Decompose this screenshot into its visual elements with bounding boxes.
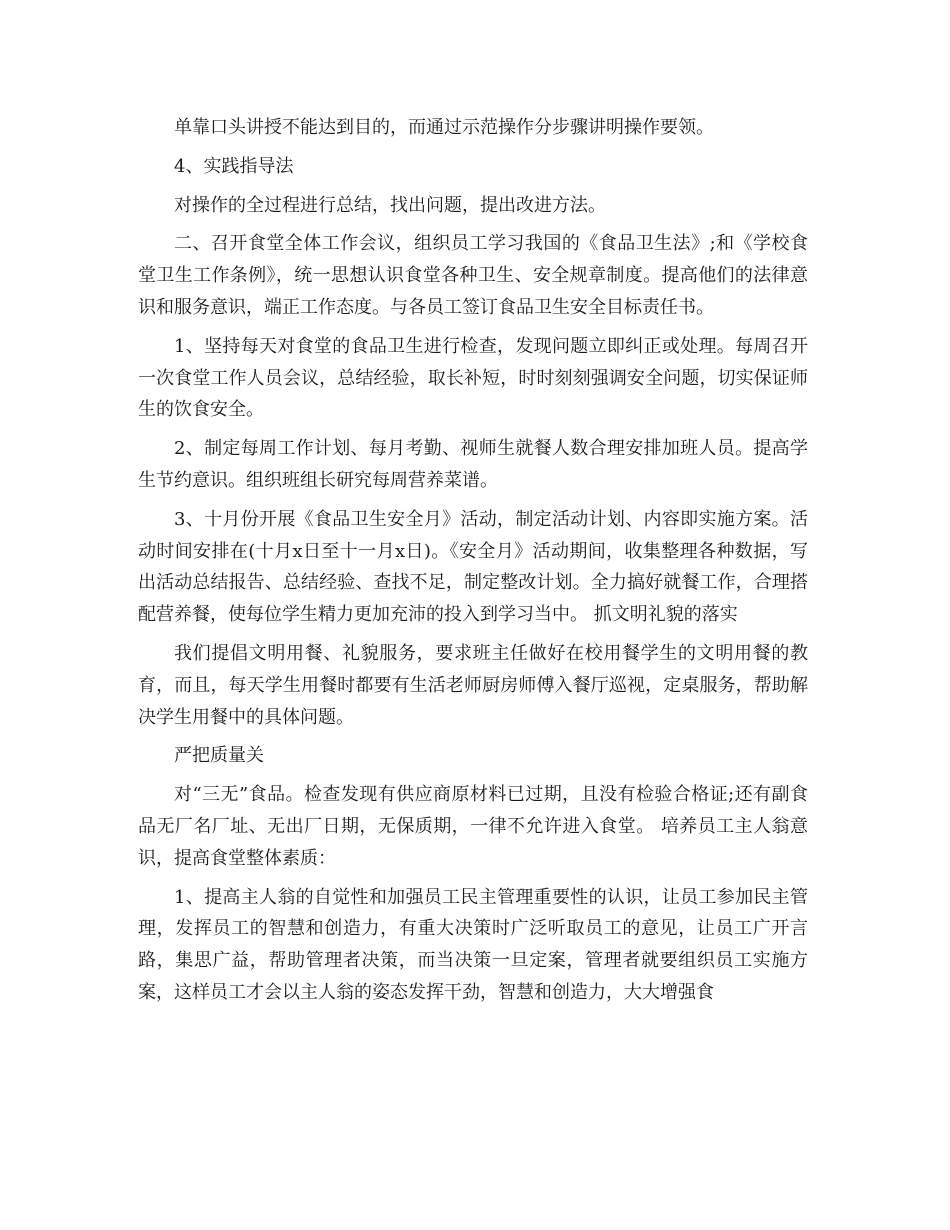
paragraph: 3、十月份开展《食品卫生安全月》活动，制定活动计划、内容即实施方案。活动时间安排在(十月x日至十一月x日)。《安全月》活动期间，收集整理各种数据，写出活动总结报告、总结经验、查找不足，制定整改计划。全力搞好就餐工作，合理搭配营养餐，使每位学生精力更加充沛的投入到学习当中。 抓文明礼貌的落实 <box>138 508 808 626</box>
paragraph: 1、坚持每天对食堂的食品卫生进行检查，发现问题立即纠正或处理。每周召开一次食堂工作人员会议，总结经验，取长补短，时时刻刻强调安全问题，切实保证师生的饮食安全。 <box>138 335 808 421</box>
paragraph: 对“三无”食品。检查发现有供应商原材料已过期，且没有检验合格证;还有副食品无厂名厂址、无出厂日期，无保质期，一律不允许进入食堂。 培养员工主人翁意识，提高食堂整体素质： <box>138 784 808 869</box>
paragraph: 2、制定每周工作计划、每月考勤、视师生就餐人数合理安排加班人员。提高学生节约意识。组织班组长研究每周营养菜谱。 <box>138 438 808 491</box>
paragraph: 我们提倡文明用餐、礼貌服务，要求班主任做好在校用餐学生的文明用餐的教育，而且，每天学生用餐时都要有生活老师厨房师傅入餐厅巡视，定桌服务，帮助解决学生用餐中的具体问题。 <box>138 642 808 728</box>
document-body <box>138 112 808 1016</box>
section-heading: 4、实践指导法 <box>174 155 294 177</box>
section-heading: 严把质量关 <box>174 745 264 767</box>
paragraph: 1、提高主人翁的自觉性和加强员工民主管理重要性的认识，让员工参加民主管理，发挥员工的智慧和创造力，有重大决策时广泛听取员工的意见，让员工广开言路，集思广益，帮助管理者决策，而当决策一旦定案，管理者就要组织员工实施方案，这样员工才会以主人翁的姿态发挥干劲，智慧和创造力，大大增强食 <box>138 886 808 1003</box>
paragraph: 二、召开食堂全体工作会议，组织员工学习我国的《食品卫生法》;和《学校食堂卫生工作条例》，统一思想认识食堂各种卫生、安全规章制度。提高他们的法律意识和服务意识，端正工作态度。与各员工签订食品卫生安全目标责任书。 <box>138 233 808 318</box>
paragraph: 单靠口头讲授不能达到目的，而通过示范操作分步骤讲明操作要领。 <box>174 117 714 138</box>
paragraph: 对操作的全过程进行总结，找出问题，提出改进方法。 <box>174 194 606 216</box>
